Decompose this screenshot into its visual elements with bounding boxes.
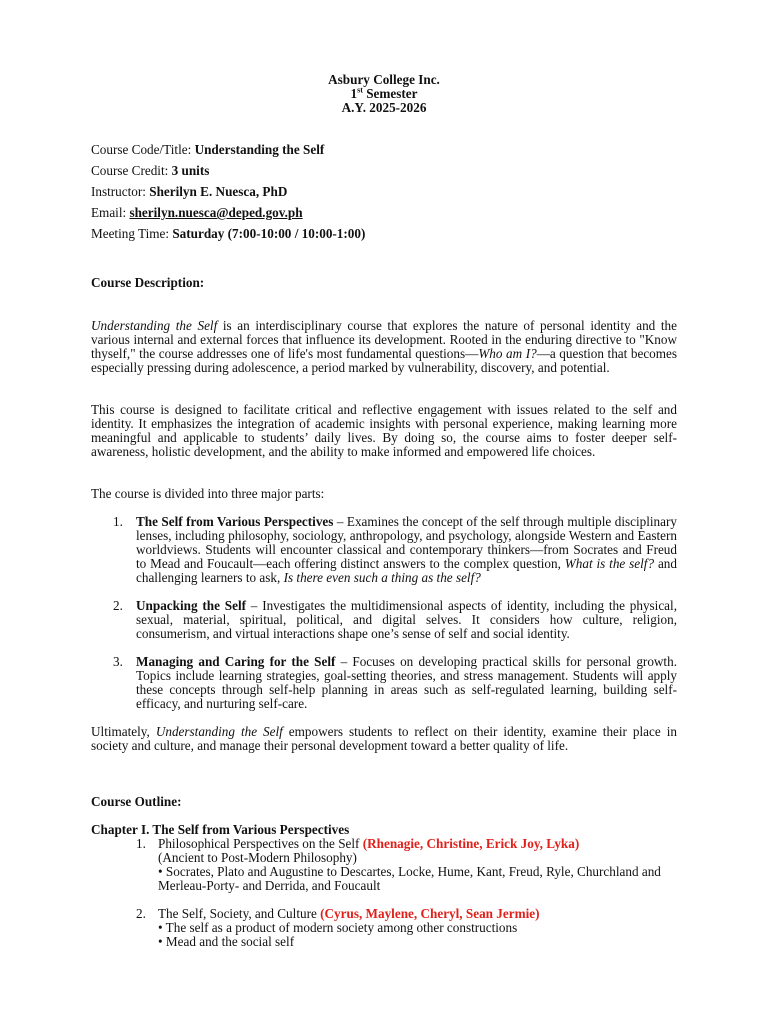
email-link[interactable]: sherilyn.nuesca@deped.gov.ph — [129, 205, 303, 220]
part-3-text: – Focuses on developing practical skills for personal growth. Topics include learning strategies, goal-setting theories, and stress management. Students will apply these concepts through self-help planning in areas such as self-regulated learning, building self-efficacy, and nurturing self-care. — [136, 654, 677, 711]
course-description-heading: Course Description: — [91, 275, 205, 290]
part-2-item — [136, 599, 677, 641]
who-am-i-italic: Who am I? — [478, 346, 537, 361]
email-line — [91, 206, 677, 220]
part-3-item — [136, 655, 677, 711]
part-2-number: 2. — [113, 598, 123, 613]
description-p1-text-b: —a question that becomes especially pressing during adolescence, a period marked by vulnerability, discovery, and potential. — [91, 346, 678, 375]
description-p4-text-a: Ultimately, — [91, 724, 156, 739]
course-credit-label: Course Credit: — [91, 163, 172, 178]
outline-item-1-subtitle: (Ancient to Post-Modern Philosophy) — [158, 850, 357, 865]
outline-item-1-group: (Rhenagie, Christine, Erick Joy, Lyka) — [362, 836, 580, 851]
course-title-line — [91, 143, 677, 157]
part-1-italic-a: What is the self? — [564, 556, 655, 571]
part-1-text-b: and challenging learners to ask, — [136, 556, 677, 585]
part-3-title: Managing and Caring for the Self — [136, 654, 336, 669]
part-1-italic-b: Is there even such a thing as the self? — [283, 570, 481, 585]
part-1-text-a: – Examines the concept of the self through multiple disciplinary lenses, including philosophy, sociology, anthropology, and psychology, alongside Western and Eastern worldviews. Students will encounter classical and contemporary thinkers—from Socrates and Freud to Mead and Foucault—each offering distinct answers to the complex question, — [136, 514, 677, 571]
outline-item-2-title: The Self, Society, and Culture — [158, 906, 321, 921]
description-paragraph-3: The course is divided into three major parts: — [91, 486, 325, 501]
outline-item-2-bullet-1: • The self as a product of modern society among other constructions — [158, 920, 518, 935]
course-credit-line — [91, 164, 677, 178]
part-2-text: – Investigates the multidimensional aspects of identity, including the physical, sexual, material, spiritual, political, and digital selves. It considers how culture, religion, consumerism, and virtual interactions shape one’s sense of self and social identity. — [136, 598, 677, 641]
semester-word: Semester — [366, 86, 418, 101]
meeting-time-value: Saturday (7:00-10:00 / 10:00-1:00) — [172, 226, 366, 241]
part-1-title: The Self from Various Perspectives — [136, 514, 334, 529]
outline-item-2-number: 2. — [136, 906, 146, 921]
instructor-line — [91, 185, 677, 199]
description-p4-text-b: empowers students to reflect on their identity, examine their place in society and culture, and manage their personal development toward a better quality of life. — [91, 724, 677, 753]
semester-ordinal: st — [357, 85, 363, 95]
outline-item-2-group: (Cyrus, Maylene, Cheryl, Sean Jermie) — [320, 906, 540, 921]
course-name-italic: Understanding the Self — [91, 318, 218, 333]
description-paragraph-4 — [91, 725, 677, 753]
description-p1-text-a: is an interdisciplinary course that explores the nature of personal identity and the various internal and external forces that influence its development. Rooted in the enduring directive to "Know thyself," the course addresses one of life's most fundamental questions— — [91, 318, 677, 361]
instructor-value: Sherilyn E. Nuesca, PhD — [149, 184, 288, 199]
instructor-label: Instructor: — [91, 184, 150, 199]
part-2-title: Unpacking the Self — [136, 598, 246, 613]
academic-year: A.Y. 2025-2026 — [341, 100, 427, 115]
outline-item-2-title-line — [158, 907, 677, 921]
description-paragraph-1 — [91, 319, 677, 375]
part-1-number: 1. — [113, 514, 123, 529]
course-name-italic-2: Understanding the Self — [155, 724, 283, 739]
part-3-number: 3. — [113, 654, 123, 669]
outline-item-1-bullet-1: • Socrates, Plato and Augustine to Descartes, Locke, Hume, Kant, Freud, Ryle, Churchland and Merleau-Porty- and Derrida, and Foucault — [158, 864, 661, 893]
chapter-1-heading: Chapter I. The Self from Various Perspectives — [91, 822, 350, 837]
college-name: Asbury College Inc. — [328, 72, 440, 87]
course-title-value: Understanding the Self — [194, 142, 325, 157]
outline-item-1-title-line — [158, 837, 677, 851]
course-outline-heading: Course Outline: — [91, 794, 182, 809]
course-title-label: Course Code/Title: — [91, 142, 195, 157]
email-label: Email: — [91, 205, 130, 220]
semester-line — [0, 87, 768, 101]
meeting-time-label: Meeting Time: — [91, 226, 173, 241]
outline-item-1-title: Philosophical Perspectives on the Self — [158, 836, 363, 851]
description-paragraph-2: This course is designed to facilitate critical and reflective engagement with issues related to the self and identity. It emphasizes the integration of academic insights with personal experience, making learning more meaningful and applicable to students’ daily lives. By doing so, the course aims to foster deeper self-awareness, holistic development, and the ability to make informed and empowered life choices. — [91, 402, 677, 459]
course-credit-value: 3 units — [171, 163, 210, 178]
outline-item-1 — [158, 837, 677, 893]
outline-item-1-number: 1. — [136, 836, 146, 851]
outline-item-2 — [158, 907, 677, 949]
outline-item-2-bullet-2: • Mead and the social self — [158, 934, 295, 949]
meeting-time-line — [91, 227, 677, 241]
semester-number: 1 — [350, 86, 358, 101]
part-1-item — [136, 515, 677, 585]
